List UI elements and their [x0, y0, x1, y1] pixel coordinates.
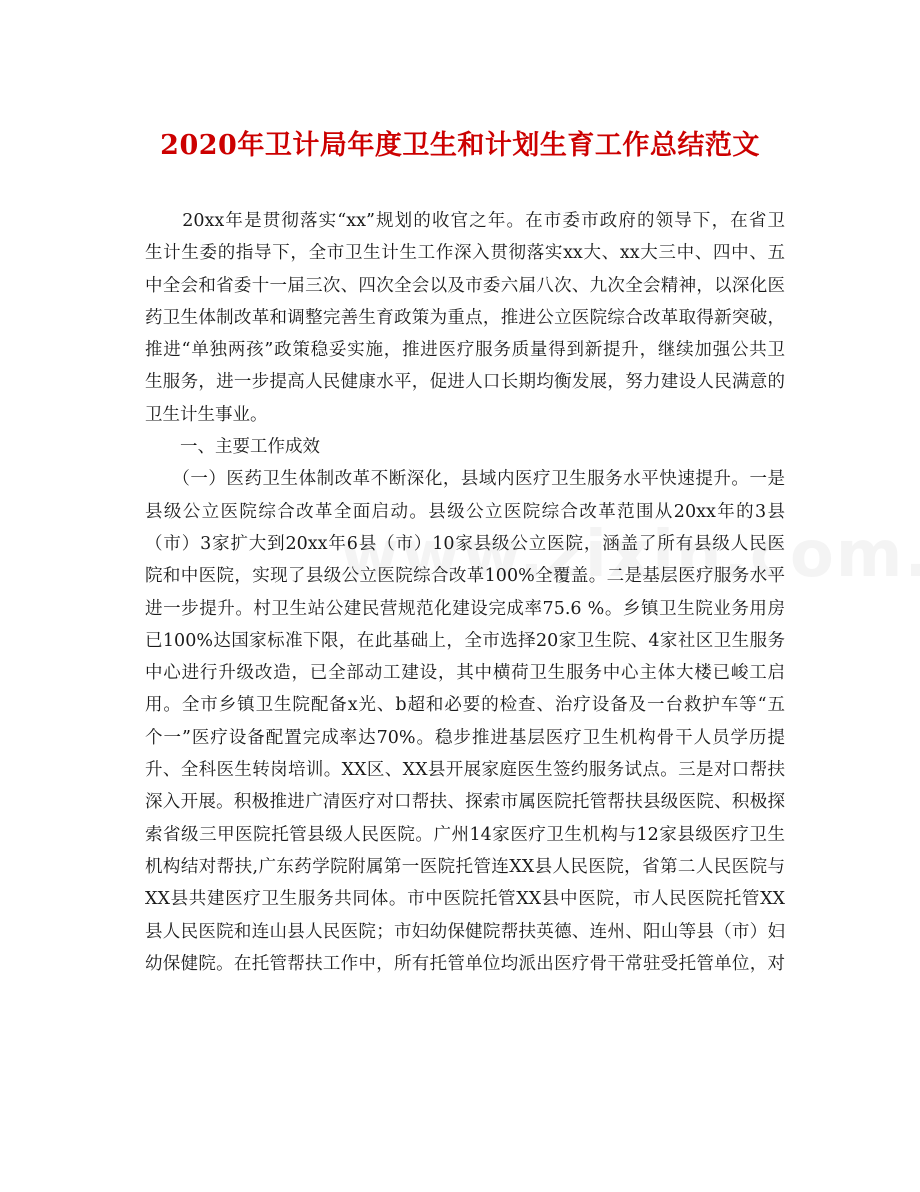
text-line: 索省级三甲医院托管县级人民医院。广州14家医疗卫生机构与12家县级医疗卫生	[145, 824, 785, 845]
text-line: 县级公立医院综合改革全面启动。县级公立医院综合改革范围从20xx年的3县	[145, 501, 785, 522]
text-line: （一）医药卫生体制改革不断深化，县域内医疗卫生服务水平快速提升。一是	[145, 469, 785, 490]
text-line: 深入开展。积极推进广清医疗对口帮扶、探索市属医院托管帮扶县级医院、积极探	[145, 792, 785, 813]
text-line: 机构结对帮扶,广东药学院附属第一医院托管连XX县人民医院，省第二人民医院与	[145, 856, 785, 877]
text-line: （市）3家扩大到20xx年6县（市）10家县级公立医院，涵盖了所有县级人民医	[145, 533, 785, 554]
text-line: 县人民医院和连山县人民医院；市妇幼保健院帮扶英德、连州、阳山等县（市）妇	[145, 921, 785, 942]
document-body	[145, 205, 785, 980]
text-line: 生计生委的指导下，全市卫生计生工作深入贯彻落实xx大、xx大三中、四中、五	[145, 243, 785, 264]
text-line: 用。全市乡镇卫生院配备x光、b超和必要的检查、治疗设备及一台救护车等“五	[145, 695, 785, 716]
text-line: 推进“单独两孩”政策稳妥实施，推进医疗服务质量得到新提升，继续加强公共卫	[145, 340, 785, 361]
text-line: 个一”医疗设备配置完成率达70%。稳步推进基层医疗卫生机构骨干人员学历提	[145, 727, 785, 748]
text-line: 进一步提升。村卫生站公建民营规范化建设完成率75.6 %。乡镇卫生院业务用房	[145, 598, 785, 619]
text-line: 院和中医院，实现了县级公立医院综合改革100%全覆盖。二是基层医疗服务水平	[145, 566, 785, 587]
document-title: 2020年卫计局年度卫生和计划生育工作总结范文	[160, 130, 760, 161]
text-line: 中全会和省委十一届三次、四次全会以及市委六届八次、九次全会精神，以深化医	[145, 275, 785, 296]
text-line: 中心进行升级改造，已全部动工建设，其中横荷卫生服务中心主体大楼已峻工启	[145, 663, 785, 684]
text-line: 升、全科医生转岗培训。XX区、XX县开展家庭医生签约服务试点。三是对口帮扶	[145, 760, 785, 781]
text-line: 生服务，进一步提高人民健康水平，促进人口长期均衡发展，努力建设人民满意的	[145, 372, 785, 393]
text-line: 药卫生体制改革和调整完善生育政策为重点，推进公立医院综合改革取得新突破，	[145, 307, 785, 328]
text-line: XX县共建医疗卫生服务共同体。市中医院托管XX县中医院，市人民医院托管XX	[145, 889, 785, 910]
text-line: 幼保健院。在托管帮扶工作中，所有托管单位均派出医疗骨干常驻受托管单位，对	[145, 953, 785, 974]
text-line: 一、主要工作成效	[145, 437, 320, 458]
text-line: 卫生计生事业。	[145, 404, 268, 425]
text-line: 20xx年是贯彻落实“xx”规划的收官之年。在市委市政府的领导下，在省卫	[145, 211, 785, 231]
text-line: 已100%达国家标准下限，在此基础上，全市选择20家卫生院、4家社区卫生服务	[145, 630, 785, 651]
